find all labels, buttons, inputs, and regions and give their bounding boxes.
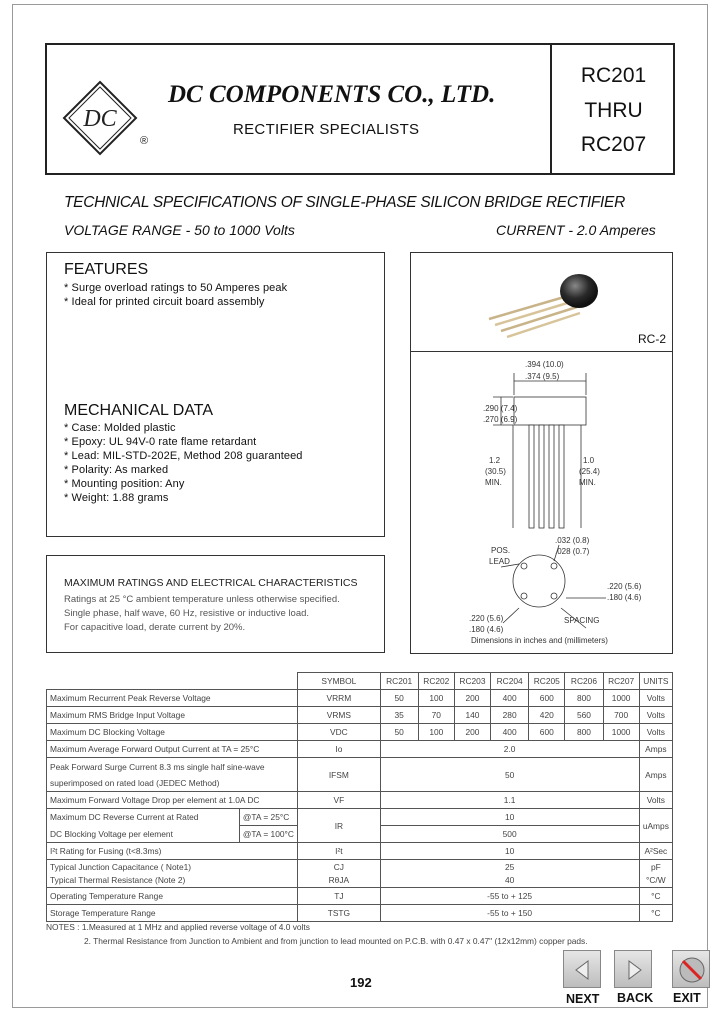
surge-label-line: Peak Forward Surge Current 8.3 ms single half sine-wave <box>50 761 265 772</box>
value-cell: 1.1 <box>380 792 639 809</box>
value-cell: 50 <box>380 758 639 792</box>
symbol-cell: I²t <box>298 843 380 860</box>
value-cell: 280 <box>491 707 529 724</box>
symbol-cell: VF <box>298 792 380 809</box>
value-cell: 400 <box>491 724 529 741</box>
value-cell <box>380 860 639 888</box>
left-arrow-icon <box>564 951 602 989</box>
value-cell: 800 <box>565 724 603 741</box>
symbol-cell: IFSM <box>298 758 380 792</box>
table-row <box>47 758 673 792</box>
unit-cell: Amps <box>639 758 672 792</box>
dim-spacing-r-min: .180 (4.6) <box>607 593 642 602</box>
param-label: DC Blocking Voltage per element <box>47 826 240 843</box>
param-label: Maximum Recurrent Peak Reverse Voltage <box>47 690 298 707</box>
header-cell: RC205 <box>529 673 565 690</box>
dim-spacing-l-max: .220 (5.6) <box>469 614 504 623</box>
voltage-range: VOLTAGE RANGE - 50 to 1000 Volts <box>64 222 295 238</box>
max-ratings-line: Ratings at 25 °C ambient temperature unless otherwise specified. <box>64 594 340 605</box>
next-button[interactable] <box>563 950 601 988</box>
thru-label: THRU <box>584 99 643 122</box>
header-cell: RC202 <box>418 673 454 690</box>
mechanical-item: * Epoxy: UL 94V-0 rate flame retardant <box>64 436 257 448</box>
header-cell: RC206 <box>565 673 603 690</box>
mechanical-title: MECHANICAL DATA <box>64 402 214 419</box>
current-rating: CURRENT - 2.0 Amperes <box>496 222 656 238</box>
symbol-cell <box>298 860 380 888</box>
symbol-cell: VDC <box>298 724 380 741</box>
table-row <box>47 888 673 905</box>
param-label: Maximum Forward Voltage Drop per element at 1.0A DC <box>47 792 298 809</box>
table-row <box>47 843 673 860</box>
company-logo <box>60 78 160 158</box>
param-label <box>47 860 298 888</box>
page-number: 192 <box>350 975 372 990</box>
right-arrow-icon <box>615 951 653 989</box>
value-cell: 10 <box>380 809 639 826</box>
param-label: I²t Rating for Fusing (t<8.3ms) <box>47 843 298 860</box>
value-cell: 800 <box>565 690 603 707</box>
value-cell: 50 <box>380 724 418 741</box>
condition-cell: @TA = 100°C <box>239 826 297 843</box>
unit-cell: Volts <box>639 690 672 707</box>
rth-unit: °C/W <box>646 874 666 885</box>
dimension-drawing <box>411 353 672 653</box>
param-label <box>47 758 298 792</box>
value-cell: 100 <box>418 690 454 707</box>
unit-cell: Volts <box>639 724 672 741</box>
symbol-cell: VRMS <box>298 707 380 724</box>
cj-value: 25 <box>504 861 515 872</box>
param-label: Storage Temperature Range <box>47 905 298 922</box>
value-cell: 140 <box>454 707 490 724</box>
table-header-row <box>47 673 673 690</box>
value-cell: 35 <box>380 707 418 724</box>
part-number-from: RC201 <box>580 64 647 87</box>
table-row <box>47 724 673 741</box>
value-cell: 2.0 <box>380 741 639 758</box>
dimensions-note: Dimensions in inches and (millimeters) <box>471 636 608 645</box>
unit-cell <box>639 860 672 888</box>
value-cell: 70 <box>418 707 454 724</box>
rth-value: 40 <box>504 874 515 885</box>
dim-spacing-l-min: .180 (4.6) <box>469 625 504 634</box>
header-cell: SYMBOL <box>298 673 380 690</box>
mechanical-item: * Polarity: As marked <box>64 464 169 476</box>
exit-icon <box>673 951 711 989</box>
next-label[interactable]: NEXT <box>566 992 600 1006</box>
table-row <box>47 860 673 888</box>
value-cell: 1000 <box>603 724 639 741</box>
condition-cell: @TA = 25°C <box>239 809 297 826</box>
mechanical-item: * Mounting position: Any <box>64 478 185 490</box>
header-cell: RC201 <box>380 673 418 690</box>
dim-lead-left-min: MIN. <box>485 478 502 487</box>
value-cell: -55 to + 150 <box>380 905 639 922</box>
exit-label[interactable]: EXIT <box>673 991 701 1005</box>
value-cell: 1000 <box>603 690 639 707</box>
symbol-cell: IR <box>298 809 380 843</box>
dim-width-min: .374 (9.5) <box>525 372 560 381</box>
dim-height-max: .290 (7.4) <box>483 404 518 413</box>
unit-cell: °C <box>639 905 672 922</box>
symbol-cell: TJ <box>298 888 380 905</box>
dim-lead-left-in: 1.2 <box>489 456 501 465</box>
header-cell: UNITS <box>639 673 672 690</box>
unit-cell: °C <box>639 888 672 905</box>
table-row <box>47 905 673 922</box>
document-title: TECHNICAL SPECIFICATIONS OF SINGLE-PHASE SILICON BRIDGE RECTIFIER <box>64 194 625 211</box>
cj-symbol: CJ <box>333 861 344 872</box>
dim-width-max: .394 (10.0) <box>525 360 564 369</box>
dim-lead-dia-min: .028 (0.7) <box>555 547 590 556</box>
unit-cell: uAmps <box>639 809 672 843</box>
dim-spacing-r-max: .220 (5.6) <box>607 582 642 591</box>
spec-table <box>46 672 673 922</box>
mechanical-item: * Weight: 1.88 grams <box>64 492 169 504</box>
cj-unit: pF <box>650 861 661 872</box>
pos-lead-label-2: LEAD <box>489 557 510 566</box>
dim-lead-left-mm: (30.5) <box>485 467 506 476</box>
company-name: DC COMPONENTS CO., LTD. <box>168 81 496 108</box>
dim-height-min: .270 (6.9) <box>483 415 518 424</box>
note-1: NOTES : 1.Measured at 1 MHz and applied reverse voltage of 4.0 volts <box>46 922 310 932</box>
value-cell: 420 <box>529 707 565 724</box>
feature-item: * Ideal for printed circuit board assembly <box>64 296 265 308</box>
registered-mark: ® <box>140 135 149 147</box>
part-number-to: RC207 <box>580 133 647 156</box>
param-label: Operating Temperature Range <box>47 888 298 905</box>
spacing-label: SPACING <box>564 616 600 625</box>
value-cell: 10 <box>380 843 639 860</box>
max-ratings-line: For capacitive load, derate current by 20%. <box>64 622 246 633</box>
pos-lead-label-1: POS. <box>491 546 511 555</box>
table-row <box>47 809 673 826</box>
symbol-cell: VRRM <box>298 690 380 707</box>
param-label: Maximum Average Forward Output Current at TA = 25°C <box>47 741 298 758</box>
package-label: RC-2 <box>638 332 667 346</box>
dim-lead-dia-max: .032 (0.8) <box>555 536 590 545</box>
value-cell: 100 <box>418 724 454 741</box>
value-cell: 500 <box>380 826 639 843</box>
header-cell: RC203 <box>454 673 490 690</box>
features-title: FEATURES <box>64 261 149 278</box>
table-row <box>47 707 673 724</box>
mechanical-item: * Case: Molded plastic <box>64 422 176 434</box>
feature-item: * Surge overload ratings to 50 Amperes peak <box>64 282 288 294</box>
param-label: Maximum RMS Bridge Input Voltage <box>47 707 298 724</box>
value-cell: -55 to + 125 <box>380 888 639 905</box>
logo-text: DC <box>83 106 117 132</box>
package-photo <box>411 253 672 351</box>
table-row <box>47 741 673 758</box>
surge-label-line: superimposed on rated load (JEDEC Method) <box>50 777 220 788</box>
mechanical-item: * Lead: MIL-STD-202E, Method 208 guaranteed <box>64 450 303 462</box>
symbol-cell: Io <box>298 741 380 758</box>
param-label: Maximum DC Reverse Current at Rated <box>47 809 240 826</box>
value-cell: 50 <box>380 690 418 707</box>
table-row <box>47 690 673 707</box>
unit-cell: Volts <box>639 707 672 724</box>
back-button[interactable] <box>614 950 652 988</box>
value-cell: 400 <box>491 690 529 707</box>
header-cell: RC207 <box>603 673 639 690</box>
dim-lead-right-in: 1.0 <box>583 456 595 465</box>
value-cell: 600 <box>529 690 565 707</box>
header-cell: RC204 <box>491 673 529 690</box>
max-ratings-title: MAXIMUM RATINGS AND ELECTRICAL CHARACTERISTICS <box>64 577 358 589</box>
exit-button[interactable] <box>672 950 710 988</box>
unit-cell: A²Sec <box>639 843 672 860</box>
value-cell: 600 <box>529 724 565 741</box>
dim-lead-right-mm: (25.4) <box>579 467 600 476</box>
unit-cell: Amps <box>639 741 672 758</box>
param-label: Maximum DC Blocking Voltage <box>47 724 298 741</box>
table-row <box>47 792 673 809</box>
value-cell: 700 <box>603 707 639 724</box>
note-2: 2. Thermal Resistance from Junction to Ambient and from junction to lead mounted on P.C.B. with 0.47 x 0.47" (12x12mm) copper pads. <box>84 936 588 946</box>
unit-cell: Volts <box>639 792 672 809</box>
max-ratings-line: Single phase, half wave, 60 Hz, resistive or inductive load. <box>64 608 310 619</box>
back-label[interactable]: BACK <box>617 991 654 1005</box>
cj-label: Typical Junction Capacitance ( Note1) <box>50 861 192 872</box>
value-cell: 560 <box>565 707 603 724</box>
company-tagline: RECTIFIER SPECIALISTS <box>233 121 420 138</box>
symbol-cell: TSTG <box>298 905 380 922</box>
dim-lead-right-min: MIN. <box>579 478 596 487</box>
value-cell: 200 <box>454 690 490 707</box>
rth-symbol: RθJA <box>328 874 350 885</box>
rth-label: Typical Thermal Resistance (Note 2) <box>50 874 186 885</box>
value-cell: 200 <box>454 724 490 741</box>
